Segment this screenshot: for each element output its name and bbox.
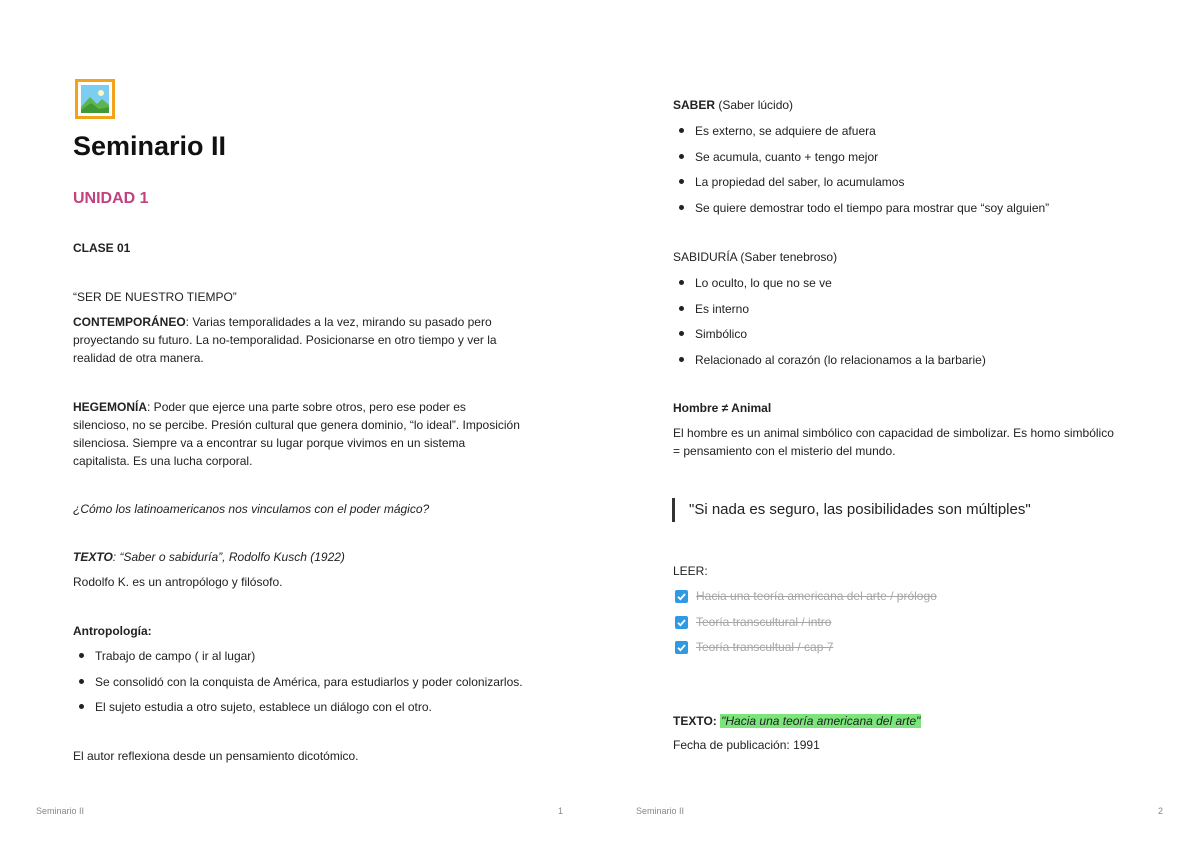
texto-reference: : “Saber o sabiduría”, Rodolfo Kusch (1922) — [112, 550, 345, 564]
sabiduria-heading — [673, 248, 837, 266]
document-title: Seminario II — [73, 131, 227, 161]
list-item: Se acumula, cuanto + tengo mejor — [673, 148, 1049, 174]
texto-line — [73, 548, 345, 566]
paragraph-line: : Poder que ejerce una parte sobre otros, pero ese poder es — [147, 400, 466, 414]
question-line: ¿Cómo los latinoamericanos nos vinculamos con el poder mágico? — [73, 502, 430, 516]
leer-checklist — [675, 587, 937, 664]
checklist-item[interactable] — [675, 587, 937, 613]
hombre-heading: Hombre ≠ Animal — [673, 401, 772, 415]
clase-heading: CLASE 01 — [73, 241, 131, 255]
paragraph-line: El hombre es un animal simbólico con capacidad de simbolizar. Es homo simbólico — [673, 426, 1114, 440]
hegemonia-term: HEGEMONÍA — [73, 400, 148, 414]
texto-label: TEXTO — [73, 550, 113, 564]
list-item: Trabajo de campo ( ir al lugar) — [73, 647, 523, 673]
footer-title: Seminario II — [36, 806, 85, 816]
saber-subtitle: (Saber lúcido) — [715, 98, 794, 112]
checkbox-checked-icon[interactable] — [675, 641, 688, 654]
list-item: Es interno — [673, 300, 986, 326]
list-item: Es externo, se adquiere de afuera — [673, 122, 1049, 148]
unit-heading: UNIDAD 1 — [73, 190, 149, 207]
checklist-item-text: Teoría transcultural / intro — [696, 614, 832, 629]
highlighted-title: "Hacia una teoría americana del arte" — [721, 714, 921, 728]
paragraph-line: proyectando su futuro. La no-temporalidad. Posicionarse en otro tiempo y ver la — [73, 333, 497, 347]
list-item: Se quiere demostrar todo el tiempo para mostrar que “soy alguien” — [673, 199, 1049, 225]
antropologia-list — [73, 647, 523, 724]
list-item: Lo oculto, lo que no se ve — [673, 274, 986, 300]
page-number: 1 — [558, 806, 564, 816]
hegemonia-paragraph — [73, 398, 543, 470]
sabiduria-term: SABIDURÍA — [673, 250, 738, 264]
contemporaneo-paragraph — [73, 313, 543, 367]
paragraph-line: : Varias temporalidades a la vez, mirando su pasado pero — [185, 315, 492, 329]
list-item: Relacionado al corazón (lo relacionamos a la barbarie) — [673, 351, 986, 377]
quote-block: "Si nada es seguro, las posibilidades son múltiples" — [672, 498, 1031, 522]
paragraph-line: realidad de otra manera. — [73, 351, 204, 365]
list-item: La propiedad del saber, lo acumulamos — [673, 173, 1049, 199]
checkbox-checked-icon[interactable] — [675, 590, 688, 603]
section-quote-heading: “SER DE NUESTRO TIEMPO” — [73, 290, 237, 304]
saber-list — [673, 122, 1049, 224]
checklist-item-text: Hacia una teoría americana del arte / prólogo — [696, 589, 937, 603]
page-number: 2 — [1158, 806, 1164, 816]
footer-title: Seminario II — [636, 806, 685, 816]
saber-heading — [673, 96, 793, 114]
list-item: Simbólico — [673, 325, 986, 351]
author-line: Rodolfo K. es un antropólogo y filósofo. — [73, 575, 283, 589]
checklist-item-text: Teoría transcultual / cap 7 — [696, 640, 834, 654]
paragraph-line: silencioso, no se percibe. Presión cultural que genera dominio, “lo ideal”. Imposición — [73, 418, 520, 432]
antropologia-heading: Antropología: — [73, 624, 152, 638]
contemporaneo-term: CONTEMPORÁNEO — [73, 315, 186, 329]
sabiduria-subtitle: (Saber tenebroso) — [737, 250, 838, 264]
sabiduria-list — [673, 274, 986, 376]
checklist-item[interactable] — [675, 613, 937, 639]
list-item: Se consolidó con la conquista de América, para estudiarlos y poder colonizarlos. — [73, 673, 523, 699]
paragraph-line: capitalista. Es una lucha corporal. — [73, 454, 253, 468]
paragraph-line: silenciosa. Siempre va a encontrar su lugar porque vivimos en un sistema — [73, 436, 466, 450]
texto-line — [673, 712, 921, 730]
closing-line: El autor reflexiona desde un pensamiento dicotómico. — [73, 749, 359, 763]
paragraph-line: = pensamiento con el misterio del mundo. — [673, 444, 896, 458]
hombre-paragraph — [673, 424, 1143, 460]
texto-label: TEXTO: — [673, 714, 717, 728]
saber-term: SABER — [673, 98, 716, 112]
checkbox-checked-icon[interactable] — [675, 616, 688, 629]
checklist-item[interactable] — [675, 638, 937, 664]
publication-date: Fecha de publicación: 1991 — [673, 738, 820, 752]
leer-label: LEER: — [673, 564, 708, 578]
image-icon — [75, 79, 115, 119]
list-item: El sujeto estudia a otro sujeto, establece un diálogo con el otro. — [73, 698, 523, 724]
